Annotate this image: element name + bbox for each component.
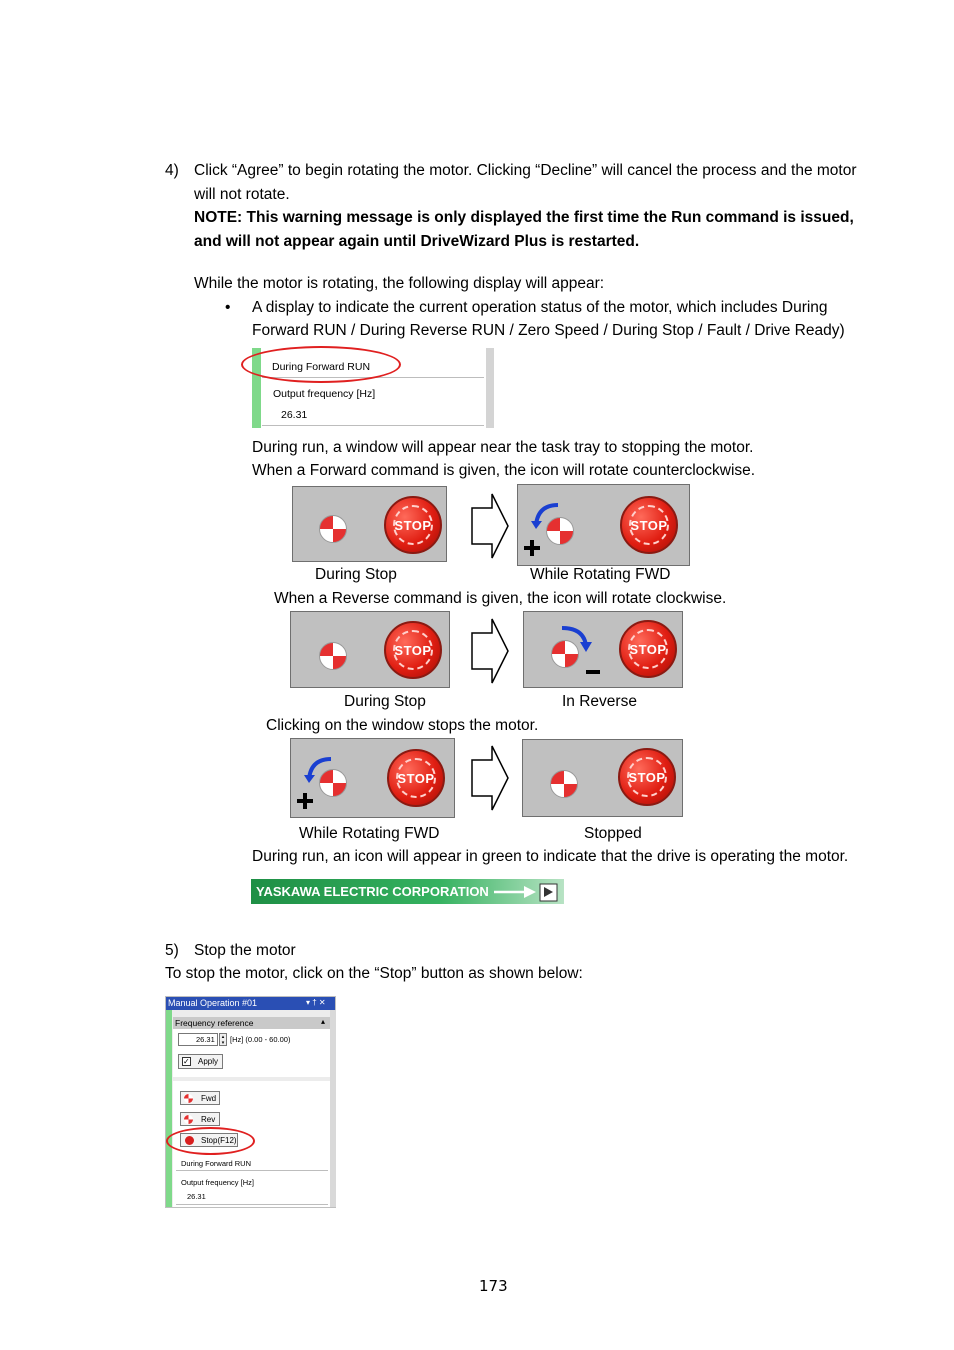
dialog-title: Manual Operation #01: [168, 998, 258, 1008]
yaskawa-label: YASKAWA ELECTRIC CORPORATION: [256, 884, 489, 899]
stop-button[interactable]: STOP: [387, 749, 445, 807]
caption-during-stop-2: During Stop: [344, 693, 426, 710]
rev-button[interactable]: Rev: [180, 1112, 220, 1126]
step-5-title: Stop the motor: [194, 942, 296, 959]
frequency-reference-label: Frequency reference: [175, 1018, 254, 1028]
motor-icon: [551, 640, 579, 668]
caption-in-reverse: In Reverse: [562, 693, 637, 710]
arrow-right-icon: [470, 617, 510, 685]
dialog-green-bar: [166, 1010, 172, 1207]
bullet-line-1: A display to indicate the current operation status of the motor, which includes During: [252, 299, 828, 316]
page-number: 173: [479, 1277, 508, 1295]
dialog-title-controls[interactable]: ▾ † ✕: [306, 998, 326, 1007]
step-5-description: To stop the motor, click on the “Stop” button as shown below:: [165, 965, 583, 982]
dialog-title-bar: [166, 997, 335, 1010]
stop-window-during-stop-1[interactable]: [292, 486, 447, 562]
stop-window-rotating-fwd-1[interactable]: [517, 484, 690, 566]
stop-button[interactable]: STOP: [384, 621, 442, 679]
dialog-output-frequency-label: Output frequency [Hz]: [181, 1178, 254, 1187]
stop-window-during-stop-2[interactable]: [290, 611, 450, 688]
status-scrollbar[interactable]: [486, 348, 494, 428]
caption-while-rotating-fwd-2: While Rotating FWD: [299, 825, 440, 842]
stop-button[interactable]: STOP: [619, 620, 677, 678]
bullet-line-2: Forward RUN / During Reverse RUN / Zero Speed / During Stop / Fault / Drive Ready): [252, 322, 845, 339]
bullet: •: [225, 299, 231, 316]
arrow-right-icon: [494, 885, 536, 899]
arrow-right-icon: [470, 744, 510, 812]
manual-operation-dialog: [165, 996, 336, 1208]
caption-clicking-window: Clicking on the window stops the motor.: [266, 717, 539, 734]
output-frequency-label: Output frequency [Hz]: [273, 388, 376, 400]
stop-f12-button[interactable]: Stop(F12): [180, 1133, 238, 1147]
motor-icon: [550, 770, 578, 798]
motor-icon: [319, 769, 347, 797]
minus-icon: [586, 670, 600, 674]
arrow-right-icon: [470, 492, 510, 560]
highlight-oval-status: [241, 346, 401, 383]
stop-button[interactable]: STOP: [618, 748, 676, 806]
drive-icon: [539, 881, 559, 902]
status-text: During Forward RUN: [272, 361, 371, 373]
step-5-number: 5): [165, 942, 179, 959]
while-rotating-text: While the motor is rotating, the following display will appear:: [194, 275, 605, 292]
fwd-icon: [184, 1094, 193, 1103]
plus-icon: [524, 540, 540, 556]
stop-button[interactable]: STOP: [620, 496, 678, 554]
plus-icon: [297, 793, 313, 809]
frequency-range: [Hz] (0.00 - 60.00): [230, 1035, 291, 1044]
dialog-status: During Forward RUN: [181, 1159, 252, 1168]
motor-icon: [546, 517, 574, 545]
caption-green-icon: During run, an icon will appear in green to indicate that the drive is operating the motor.: [252, 848, 849, 865]
frequency-reference-section[interactable]: [173, 1017, 330, 1029]
motor-icon: [319, 515, 347, 543]
dialog-scrollbar[interactable]: [330, 1010, 336, 1207]
step-4-line-1: Click “Agree” to begin rotating the motor. Clicking “Decline” will cancel the process and the motor: [194, 162, 857, 179]
stop-window-stopped[interactable]: [522, 739, 683, 817]
caption-forward-command: When a Forward command is given, the icon will rotate counterclockwise.: [252, 462, 756, 479]
frequency-spinner[interactable]: ▴ ▾: [219, 1033, 227, 1046]
stop-window-in-reverse[interactable]: [523, 611, 683, 688]
rev-icon: [184, 1115, 193, 1124]
caption-reverse-command: When a Reverse command is given, the icon will rotate clockwise.: [274, 590, 727, 607]
apply-button[interactable]: ✓ Apply: [178, 1054, 223, 1069]
collapse-icon[interactable]: ▴: [321, 1017, 326, 1026]
highlight-oval-stop: [166, 1127, 255, 1155]
stop-button[interactable]: STOP: [384, 496, 442, 554]
step-4-number: 4): [165, 162, 179, 179]
caption-while-rotating-fwd-1: While Rotating FWD: [530, 566, 671, 583]
output-frequency-value: 26.31: [281, 409, 308, 421]
step-4-note-2: and will not appear again until DriveWizard Plus is restarted.: [194, 233, 640, 250]
yaskawa-taskbar-item[interactable]: [251, 879, 564, 904]
frequency-input[interactable]: 26.31: [178, 1033, 218, 1046]
dialog-output-frequency-value: 26.31: [187, 1192, 206, 1201]
caption-during-run-window: During run, a window will appear near the task tray to stopping the motor.: [252, 439, 754, 456]
step-4-note-1: NOTE: This warning message is only displayed the first time the Run command is issued,: [194, 209, 854, 226]
stop-window-rotating-fwd-2[interactable]: [290, 738, 455, 818]
fwd-button[interactable]: Fwd: [180, 1091, 220, 1105]
motor-icon: [319, 642, 347, 670]
checkbox-icon: ✓: [183, 1057, 190, 1066]
caption-stopped: Stopped: [584, 825, 642, 842]
caption-during-stop-1: During Stop: [315, 566, 397, 583]
step-4-line-2: will not rotate.: [194, 186, 290, 203]
